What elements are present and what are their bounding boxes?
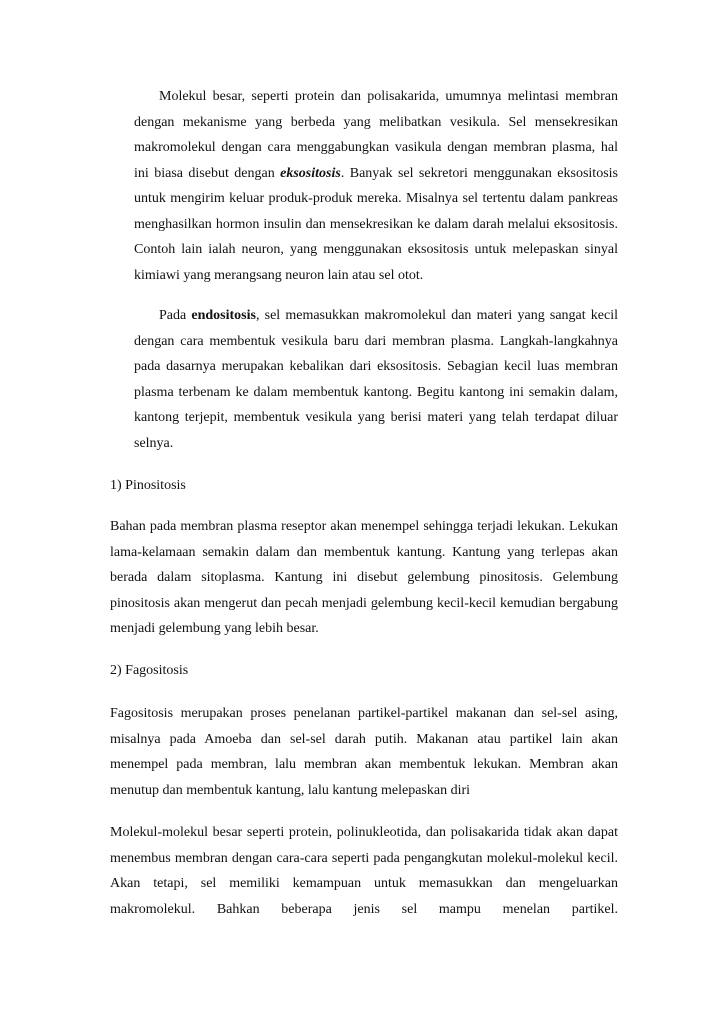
paragraph-text: . Banyak sel sekretori menggunakan eksositosis untuk mengirim keluar produk-produk mereka. Misalnya sel tertentu dalam pankreas menghasilkan hormon insulin dan mensekresikan ke dalam darah melalui eksositosis. Contoh lain ialah neuron, yang menggunakan eksositosis untuk melepaskan sinyal kimiawi yang merangsang neuron lain atau sel otot. — [134, 165, 618, 283]
paragraph-fagositosis: Fagositosis merupakan proses penelanan partikel-partikel makanan dan sel-sel asing, misalnya pada Amoeba dan sel-sel darah putih. Makanan atau partikel lain akan menempel pada membran, lalu membran akan membentuk lekukan. Membran akan menutup dan membentuk kantung, lalu kantung melepaskan diri — [110, 706, 618, 798]
paragraph-text: , sel memasukkan makromolekul dan materi yang sangat kecil dengan cara membentuk vesikula baru dari membran plasma. Langkah-langkahnya pada dasarnya merupakan kebalikan dari eksositosis. Sebagian kecil luas membran plasma terbenam ke dalam membentuk kantong. Begitu kantong ini semakin dalam, kantong terjepit, membentuk vesikula yang berisi materi yang telah terdapat diluar selnya. — [134, 308, 619, 451]
heading-fagositosis: 2) Fagositosis — [110, 663, 189, 678]
paragraph-text: Pada — [159, 308, 192, 323]
paragraph-endositosis — [134, 303, 618, 456]
paragraph-eksositosis — [134, 84, 618, 288]
paragraph-text: Molekul besar, seperti protein dan polisakarida, umumnya melintasi membran dengan mekanisme yang berbeda yang melibatkan vesikula. Sel mensekresikan makromolekul dengan cara menggabungkan vasikula dengan membran plasma, hal ini biasa disebut dengan — [134, 89, 618, 181]
paragraph-makromolekul: Molekul-molekul besar seperti protein, polinukleotida, dan polisakarida tidak akan dapat menembus membran dengan cara-cara seperti pada pengangkutan molekul-molekul kecil. Akan tetapi, sel memiliki kemampuan untuk memasukkan dan mengeluarkan makromolekul. Bahkan beberapa jenis sel mampu menelan partikel. — [110, 825, 618, 917]
term-endositosis: endositosis — [191, 308, 256, 323]
paragraph-pinositosis: Bahan pada membran plasma reseptor akan menempel sehingga terjadi lekukan. Lekukan lama-kelamaan semakin dalam dan membentuk kantung. Kantung yang terlepas akan berada dalam sitoplasma. Kantung ini disebut gelembung pinositosis. Gelembung pinositosis akan mengerut dan pecah menjadi gelembung kecil-kecil kemudian bergabung menjadi gelembung yang lebih besar. — [110, 519, 618, 636]
term-eksositosis: eksositosis — [280, 165, 341, 181]
heading-pinositosis: 1) Pinositosis — [110, 478, 186, 493]
